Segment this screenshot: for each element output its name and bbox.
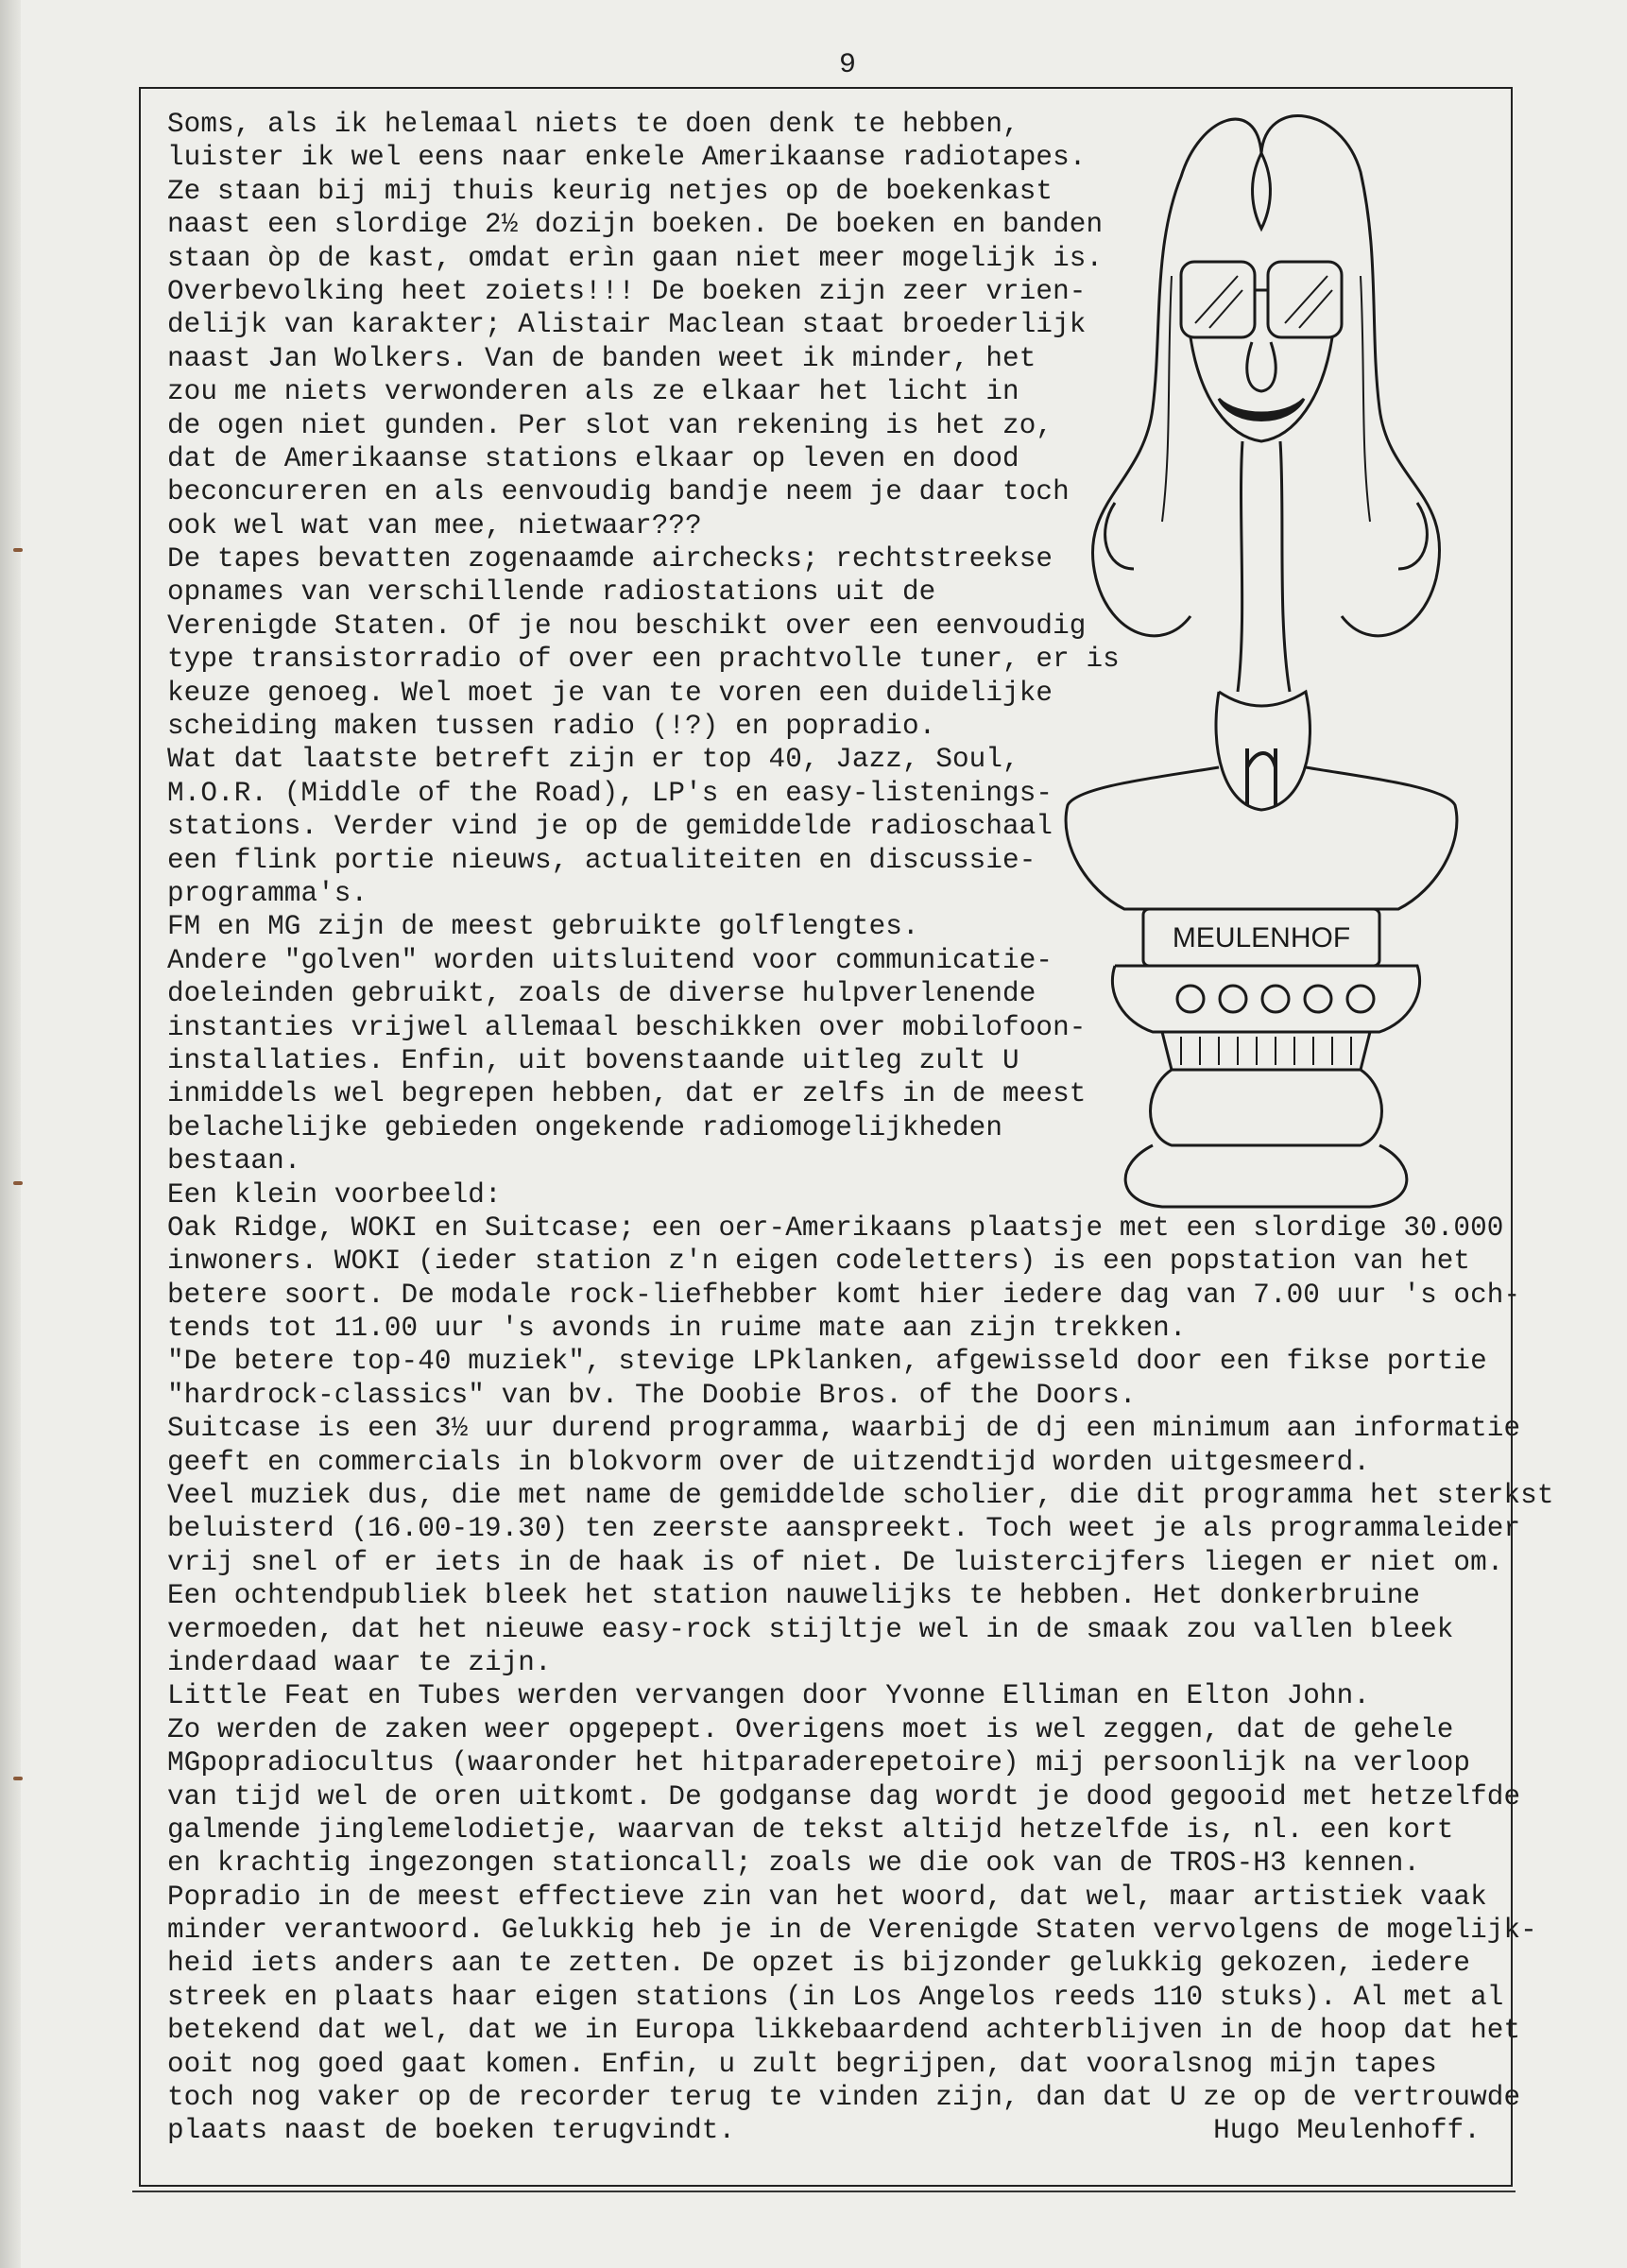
text-line: een flink portie nieuws, actualiteiten en discussie- — [167, 844, 1036, 876]
text-line: bestaan. — [167, 1145, 301, 1177]
text-line: staan òp de kast, omdat erìn gaan niet meer mogelijk is. — [167, 242, 1104, 274]
neck-and-collar — [1216, 441, 1310, 810]
text-line: inderdaad waar te zijn. — [167, 1646, 552, 1678]
glasses-icon — [1181, 262, 1342, 337]
text-line: Little Feat en Tubes werden vervangen door Yvonne Elliman en Elton John. — [167, 1680, 1371, 1712]
text-line: en krachtig ingezongen stationcall; zoals we die ook van de TROS-H3 kennen. — [167, 1847, 1421, 1880]
text-line: galmende jinglemelodietje, waarvan de tekst altijd hetzelfde is, nl. een kort — [167, 1813, 1454, 1846]
page-number: 9 — [839, 49, 857, 81]
text-line: scheiding maken tussen radio (!?) en popradio. — [167, 711, 936, 743]
text-line: opnames van verschillende radiostations uit de — [167, 576, 936, 609]
text-line: vermoeden, dat het nieuwe easy-rock stijltje wel in de smaak zou vallen bleek — [167, 1613, 1454, 1645]
text-line: minder verantwoord. Gelukkig heb je in de Verenigde Staten vervolgens de mogelijk- — [167, 1915, 1537, 1947]
frame-bottom-rule — [132, 2191, 1516, 2192]
text-line: van tijd wel de oren uitkomt. De godganse dag wordt je dood gegooid met hetzelfde — [167, 1780, 1521, 1813]
text-line: plaats naast de boeken terugvindt. — [167, 2115, 736, 2147]
text-line: tends tot 11.00 uur 's avonds in ruime mate aan zijn trekken. — [167, 1313, 1187, 1345]
text-line: installaties. Enfin, uit bovenstaande uitleg zult U — [167, 1044, 1019, 1076]
text-line: streek en plaats haar eigen stations (in Los Angelos reeds 110 stuks). Al met al — [167, 1981, 1504, 2013]
text-line: programma's. — [167, 877, 368, 909]
caricature-bust-illustration — [1058, 87, 1474, 1211]
text-line: heid iets anders aan te zetten. De opzet is bijzonder gelukkig gekozen, iedere — [167, 1948, 1471, 1980]
binding-stitch — [13, 1777, 23, 1780]
text-line: Een klein voorbeeld: — [167, 1178, 502, 1211]
text-line: dat de Amerikaanse stations elkaar op leven en dood — [167, 442, 1019, 474]
text-line: toch nog vaker op de recorder terug te vinden zijn, dan dat U ze op de vertrouwde — [167, 2082, 1521, 2114]
text-line: Suitcase is een 3½ uur durend programma, waarbij de dj een minimum aan informatie — [167, 1413, 1521, 1445]
text-line: Zo werden de zaken weer opgepept. Overigens moet is wel zeggen, dat de gehele — [167, 1713, 1454, 1745]
text-line: M.O.R. (Middle of the Road), LP's en easy-listenings- — [167, 777, 1053, 809]
text-line: delijk van karakter; Alistair Maclean staat broederlijk — [167, 309, 1087, 341]
text-line: Veel muziek dus, die met name de gemiddelde scholier, die dit programma het sterkst — [167, 1480, 1554, 1512]
text-line: "hardrock-classics" van bv. The Doobie Bros. of the Doors. — [167, 1379, 1137, 1411]
text-line: ook wel wat van mee, nietwaar??? — [167, 509, 702, 541]
text-line: naast Jan Wolkers. Van de banden weet ik minder, het — [167, 342, 1036, 374]
text-line: type transistorradio of over een prachtvolle tuner, er is — [167, 644, 1120, 676]
author-signature: Hugo Meulenhoff. — [1213, 2115, 1481, 2147]
plaque-text: MEULENHOF — [1172, 922, 1351, 954]
text-line: ooit nog goed gaat komen. Enfin, u zult begrijpen, dat vooralsnog mijn tapes — [167, 2048, 1437, 2080]
text-line: FM en MG zijn de meest gebruikte golflengtes. — [167, 911, 919, 943]
text-line: Andere "golven" worden uitsluitend voor communicatie- — [167, 944, 1053, 976]
text-line: betere soort. De modale rock-liefhebber komt hier iedere dag van 7.00 uur 's och- — [167, 1279, 1521, 1311]
text-line: Overbevolking heet zoiets!!! De boeken zijn zeer vrien- — [167, 275, 1087, 307]
text-line: inwoners. WOKI (ieder station z'n eigen codeletters) is een popstation van het — [167, 1246, 1471, 1278]
text-line: Popradio in de meest effectieve zin van het woord, dat wel, maar artistiek vaak — [167, 1881, 1487, 1913]
text-line: Wat dat laatste betreft zijn er top 40, Jazz, Soul, — [167, 744, 1019, 776]
page-binding-edge — [0, 0, 21, 2268]
face — [1190, 337, 1332, 441]
text-line: geeft en commercials in blokvorm over de uitzendtijd worden uitgesmeerd. — [167, 1446, 1371, 1478]
text-line: naast een slordige 2½ dozijn boeken. De boeken en banden — [167, 209, 1104, 241]
text-line: keuze genoeg. Wel moet je van te voren een duidelijke — [167, 677, 1053, 709]
text-line: Oak Ridge, WOKI en Suitcase; een oer-Amerikaans plaatsje met een slordige 30.000 — [167, 1211, 1504, 1244]
text-line: inmiddels wel begrepen hebben, dat er zelfs in de meest — [167, 1078, 1087, 1110]
text-line: luister ik wel eens naar enkele Amerikaanse radiotapes. — [167, 142, 1087, 174]
text-line: "De betere top-40 muziek", stevige LPklanken, afgewisseld door een fikse portie — [167, 1346, 1487, 1378]
text-line: instanties vrijwel allemaal beschikken over mobilofoon- — [167, 1011, 1087, 1043]
text-line: belachelijke gebieden ongekende radiomogelijkheden — [167, 1111, 1003, 1143]
text-line: Verenigde Staten. Of je nou beschikt over een eenvoudig — [167, 610, 1087, 642]
text-line: betekend dat wel, dat we in Europa likkebaardend achterblijven in de hoop dat het — [167, 2015, 1521, 2047]
text-line: vrij snel of er iets in de haak is of niet. De luistercijfers liegen er niet om. — [167, 1546, 1504, 1578]
text-line: De tapes bevatten zogenaamde airchecks; rechtstreekse — [167, 543, 1053, 576]
text-line: doeleinden gebruikt, zoals de diverse hulpverlenende — [167, 978, 1036, 1010]
text-line: beluisterd (16.00-19.30) ten zeerste aanspreekt. Toch weet je als programmaleider — [167, 1513, 1521, 1545]
hair-outline — [1092, 116, 1439, 636]
bust-pedestal — [1066, 767, 1457, 1207]
text-line: beconcureren en als eenvoudig bandje neem je daar toch — [167, 476, 1070, 508]
binding-stitch — [13, 548, 23, 552]
text-line: Soms, als ik helemaal niets te doen denk te hebben, — [167, 109, 1019, 140]
text-line: zou me niets verwonderen als ze elkaar het licht in — [167, 376, 1019, 408]
text-line: Ze staan bij mij thuis keurig netjes op de boekenkast — [167, 175, 1053, 207]
text-line: Een ochtendpubliek bleek het station nauwelijks te hebben. Het donkerbruine — [167, 1580, 1421, 1612]
text-line: stations. Verder vind je op de gemiddelde radioschaal — [167, 811, 1053, 843]
binding-stitch — [13, 1181, 23, 1185]
closing-line — [167, 2114, 1481, 2147]
text-line: MGpopradiocultus (waaronder het hitparaderepetoire) mij persoonlijk na verloop — [167, 1747, 1471, 1779]
text-line: de ogen niet gunden. Per slot van rekening is het zo, — [167, 409, 1053, 441]
